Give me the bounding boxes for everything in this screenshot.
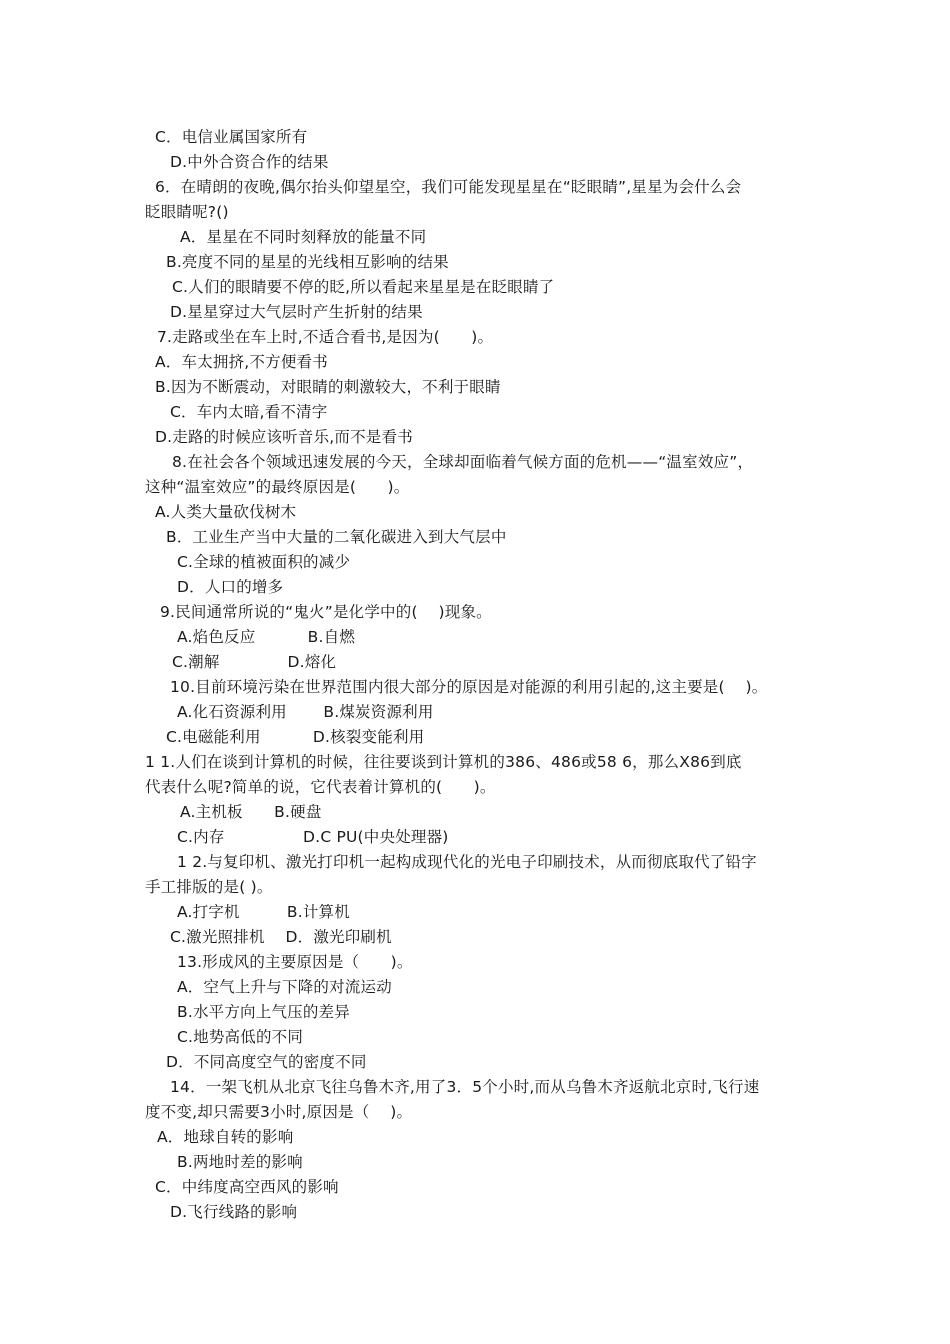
option-line: D.星星穿过大气层时产生折射的结果 (170, 303, 423, 321)
option-line: C.内存 D.C PU(中央处理器) (177, 828, 449, 846)
question-line: 代表什么呢?简单的说，它代表着计算机的( )。 (145, 778, 496, 796)
question-line: 手工排版的是( )。 (145, 878, 273, 896)
option-line: D．人口的增多 (177, 578, 284, 596)
option-line: A．地球自转的影响 (157, 1128, 294, 1146)
option-line: C．车内太暗,看不清字 (170, 403, 328, 421)
question-line: 10.目前环境污染在世界范围内很大部分的原因是对能源的利用引起的,这主要是( )。 (170, 678, 768, 696)
question-line: 9.民间通常所说的“鬼火”是化学中的( )现象。 (160, 603, 492, 621)
option-line: A．星星在不同时刻释放的能量不同 (180, 228, 427, 246)
option-line: D.走路的时候应该听音乐,而不是看书 (155, 428, 413, 446)
question-line: 度不变,却只需要3小时,原因是（ )。 (145, 1103, 413, 1121)
option-line: D.飞行线路的影响 (170, 1203, 298, 1221)
question-line: 这种“温室效应”的最终原因是( )。 (145, 478, 410, 496)
option-line: D.中外合资合作的结果 (170, 153, 329, 171)
question-line: 14．一架飞机从北京飞往乌鲁木齐,用了3．5个小时,而从乌鲁木齐返航北京时,飞行速 (170, 1078, 760, 1096)
option-line: C.激光照排机 D．激光印刷机 (170, 928, 392, 946)
option-line: C.人们的眼睛要不停的眨,所以看起来星星是在眨眼睛了 (172, 278, 555, 296)
option-line: D．不同高度空气的密度不同 (166, 1053, 367, 1071)
question-line: 1 2.与复印机、激光打印机一起构成现代化的光电子印刷技术，从而彻底取代了铅字 (177, 853, 757, 871)
question-line: 13.形成风的主要原因是（ )。 (177, 953, 413, 971)
question-line: 8.在社会各个领域迅速发展的今天，全球却面临着气候方面的危机——“温室效应”， (172, 453, 754, 471)
option-line: A.化石资源利用 B.煤炭资源利用 (177, 703, 434, 721)
question-line: 1 1.人们在谈到计算机的时候，往往要谈到计算机的386、486或58 6，那么X86到底 (145, 753, 742, 771)
option-line: B.亮度不同的星星的光线相互影响的结果 (166, 253, 449, 271)
option-line: A.焰色反应 B.自燃 (177, 628, 356, 646)
option-line: A.人类大量砍伐树木 (155, 503, 297, 521)
option-line: A.主机板 B.硬盘 (180, 803, 322, 821)
option-line: B．工业生产当中大量的二氧化碳进入到大气层中 (166, 528, 507, 546)
option-line: C.地势高低的不同 (177, 1028, 304, 1046)
option-line: C．中纬度高空西风的影响 (155, 1178, 339, 1196)
option-line: B.因为不断震动，对眼睛的刺激较大，不利于眼睛 (155, 378, 501, 396)
question-line: 7.走路或坐在车上时,不适合看书,是因为( )。 (157, 328, 494, 346)
option-line: C.全球的植被面积的减少 (177, 553, 351, 571)
option-line: B.水平方向上气压的差异 (177, 1003, 350, 1021)
option-line: C.电磁能利用 D.核裂变能利用 (166, 728, 425, 746)
question-line: 6．在晴朗的夜晚,偶尔抬头仰望星空，我们可能发现星星在“眨眼睛”,星星为会什么会 (155, 178, 742, 196)
option-line: A.打字机 B.计算机 (177, 903, 350, 921)
option-line: C.潮解 D.熔化 (172, 653, 337, 671)
question-line: 眨眼睛呢?() (145, 203, 229, 221)
option-line: A．空气上升与下降的对流运动 (177, 978, 392, 996)
option-line: A．车太拥挤,不方便看书 (155, 353, 328, 371)
option-line: C．电信业属国家所有 (155, 128, 308, 146)
option-line: B.两地时差的影响 (177, 1153, 303, 1171)
